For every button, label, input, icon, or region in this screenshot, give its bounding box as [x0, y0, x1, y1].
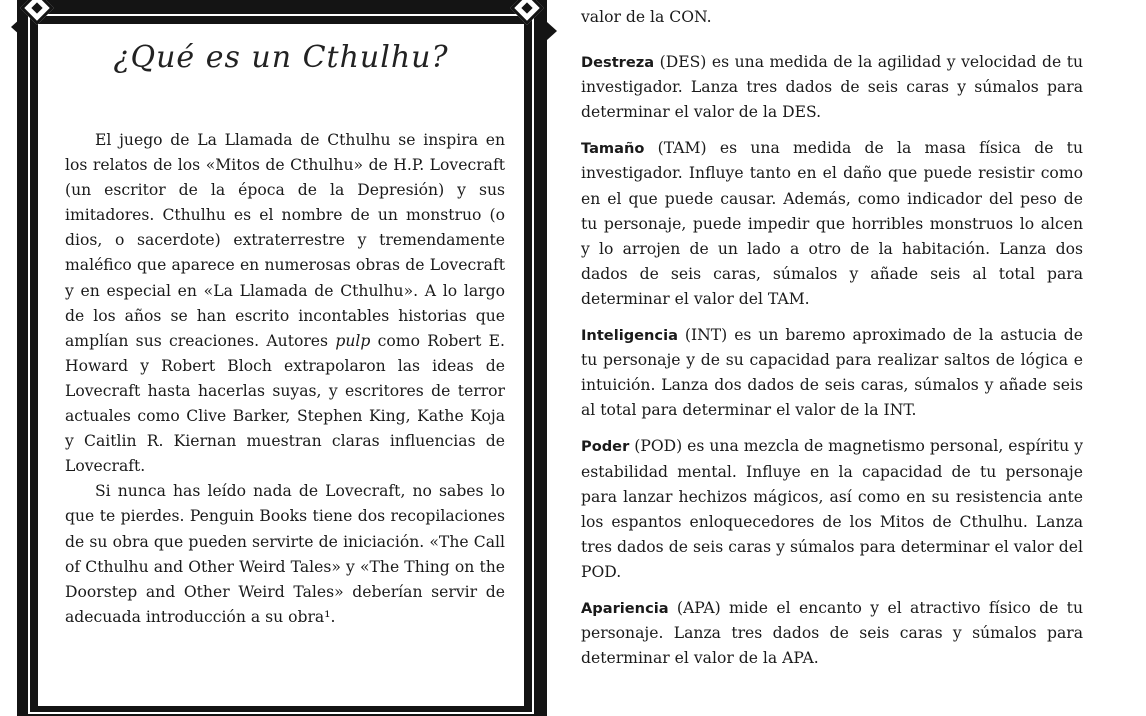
attribute-poder	[581, 434, 1083, 585]
attribute-text: (POD) es una mezcla de magnetismo personal, espíritu y estabilidad mental. Influye en la capacidad de tu personaje para lanzar hechizos mágicos, así como en su resistencia ante los espantos enloquecedores de los Mitos de Cthulhu. Lanza tres dados de seis caras y súmalos para determinar el valor del POD.	[581, 437, 1083, 581]
attribute-name: Poder	[581, 438, 630, 456]
attribute-text: (DES) es una medida de la agilidad y velocidad de tu investigador. Lanza tres dados de seis caras y súmalos para determinar el valor de la DES.	[581, 53, 1083, 122]
attribute-name: Tamaño	[581, 140, 645, 158]
attribute-name: Destreza	[581, 54, 655, 72]
sidebar-text-run: El juego de La Llamada de Cthulhu se inspira en los relatos de los «Mitos de Cthulhu» de H.P. Lovecraft (un escritor de la época de la Depresión) y sus imitadores. Cthulhu es el nombre de un monstruo (o dios, o sacerdote) extraterrestre y tremendamente maléfico que aparece en numerosas obras de Lovecraft y en especial en «La Llamada de Cthulhu». A lo largo de los años se han escrito incontables historias que amplían sus creaciones. Autores	[65, 131, 505, 350]
attribute-text: (TAM) es una medida de la masa física de tu investigador. Influye tanto en el daño que puede resistir como en el que puede causar. Además, como indicador del peso de tu personaje, puede impedir que horribles monstruos lo alcen y lo arrojen de un lado a otro de la habitación. Lanza dos dados de seis caras, súmalos y añade seis al total para determinar el valor del TAM.	[581, 139, 1083, 308]
attribute-name: Apariencia	[581, 599, 669, 617]
attribute-tamano	[581, 136, 1083, 312]
attribute-name: Inteligencia	[581, 327, 678, 345]
attribute-destreza	[581, 50, 1083, 125]
sidebar-paragraph: Si nunca has leído nada de Lovecraft, no sabes lo que te pierdes. Penguin Books tiene dos recopilaciones de su obra que pueden servirte de iniciación. «The Call of Cthulhu and Other Weird Tales» y «The Thing on the Doorstep and Other Weird Tales» deberían servir de adecuada introducción a su obra¹.	[65, 482, 505, 626]
main-column	[581, 2, 1083, 671]
attribute-inteligencia	[581, 323, 1083, 423]
sidebar-emphasis: pulp	[335, 331, 371, 350]
sidebar-text	[65, 128, 505, 630]
arrow-right-ornament-icon	[547, 22, 557, 40]
lead-fragment: valor de la CON.	[581, 8, 712, 26]
sidebar-text-run: como Robert E. Howard y Robert Bloch extrapolaron las ideas de Lovecraft hasta hacerlas suyas, y escritores de terror actuales como Clive Barker, Stephen King, Kathe Koja y Caitlin R. Kiernan muestran claras influencias de Lovecraft.	[65, 331, 505, 476]
attribute-text: (INT) es un baremo aproximado de la astucia de tu personaje y de su capacidad para realizar saltos de lógica e intuición. Lanza dos dados de seis caras, súmalos y añade seis al total para determinar el valor de la INT.	[581, 326, 1083, 420]
sidebar-title: ¿Qué es un Cthulhu?	[113, 40, 449, 75]
attribute-text: (APA) mide el encanto y el atractivo físico de tu personaje. Lanza tres dados de seis caras y súmalos para determinar el valor de la APA.	[581, 598, 1083, 668]
arrow-left-ornament-icon	[11, 18, 21, 36]
sidebar-box	[17, 0, 547, 716]
sidebar-paragraph	[65, 128, 505, 479]
attribute-apariencia	[581, 596, 1083, 671]
